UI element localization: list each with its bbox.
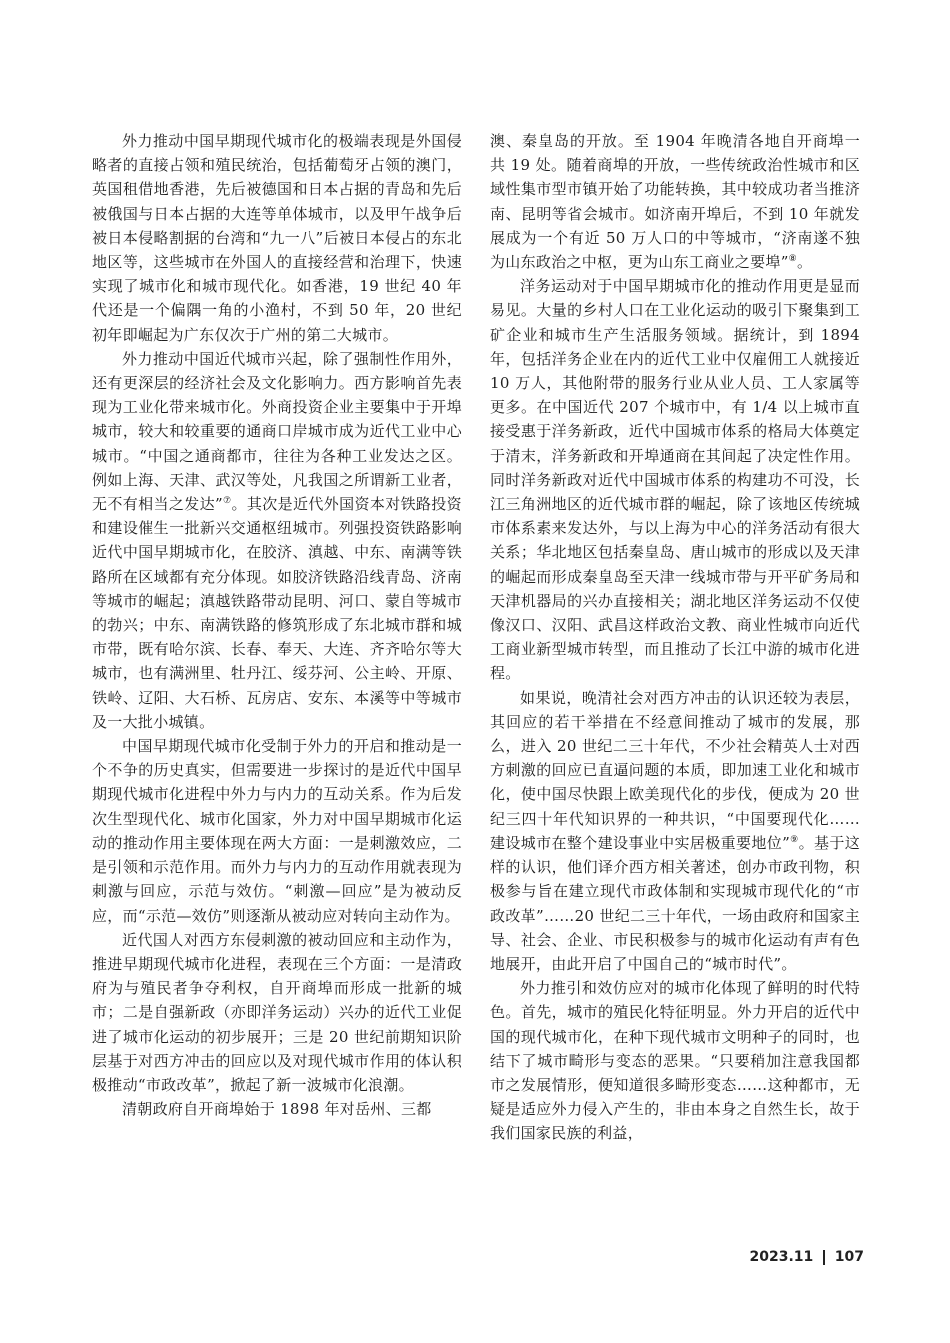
paragraph-text: 如果说，晚清社会对西方冲击的认识还较为表层，其回应的若干举措在不经意间推动了城市的发展，那么，进入 20 世纪二三十年代，不少社会精英人士对西方刺激的回应已直逼问题的本质，即加速工业化和城市化，使中国尽快跟上欧美现代化的步伐，便成为 20 世纪三四十年代知识界的一种共识，“中国要现代化……建设城市在整个建设事业中实居极重要地位” — [490, 688, 860, 852]
footer-divider — [823, 1250, 825, 1265]
footnote-ref: ⑦ — [222, 496, 232, 507]
issue-date: 2023.11 — [749, 1249, 814, 1265]
paragraph — [490, 686, 860, 976]
paragraph: 中国早期现代城市化受制于外力的开启和推动是一个不争的历史真实，但需要进一步探讨的是近代中国早期现代城市化进程中外力与内力的互动关系。作为后发次生型现代化、城市化国家，外力对中国早期城市化运动的推动作用主要体现在两大方面：一是刺激效应，二是引领和示范作用。而外力与内力的互动作用就表现为刺激与回应，示范与效仿。“刺激—回应”是为被动反应，而“示范—效仿”则逐渐从被动应对转向主动作为。 — [92, 737, 462, 925]
footnote-ref: ⑨ — [790, 834, 799, 845]
paragraph: 近代国人对西方东侵刺激的被动回应和主动作为，推进早期现代城市化进程，表现在三个方面：一是清政府为与殖民者争夺利权，自开商埠而形成一批新的城市；二是自强新政（亦即洋务运动）兴办的近代工业促进了城市化运动的初步展开；三是 20 世纪前期知识阶层基于对西方冲击的回应以及对现代城市作用的体认积极推动“市政改革”，掀起了新一波城市化浪潮。 — [92, 930, 462, 1094]
paragraph-text-tail: 。基于这样的认识，他们译介西方相关著述，创办市政刊物，积极参与旨在建立现代市政体制和实现城市现代化的“市政改革”……20 世纪二三十年代，一场由政府和国家主导、社会、企业、市民积极参与的城市化运动有声有色地展开，由此开启了中国自己的“城市时代”。 — [490, 833, 860, 973]
paragraph — [92, 347, 462, 734]
paragraph-text-tail: 。 — [797, 253, 813, 272]
paragraph — [490, 129, 860, 274]
page-number: 107 — [834, 1249, 864, 1265]
left-column — [92, 129, 462, 1121]
paragraph-text-tail: 。其次是近代外国资本对铁路投资和建设催生一批新兴交通枢纽城市。列强投资铁路影响近代中国早期城市化，在胶济、滇越、中东、南满等铁路所在区域都有充分体现。如胶济铁路沿线青岛、济南等城市的崛起；滇越铁路带动昆明、河口、蒙自等城市的勃兴；中东、南满铁路的修筑形成了东北城市群和城市带，既有哈尔滨、长春、奉天、大连、齐齐哈尔等大城市，也有满洲里、牡丹江、绥芬河、公主岭、开原、铁岭、辽阳、大石桥、瓦房店、安东、本溪等中等城市及一大批小城镇。 — [92, 495, 462, 731]
paragraph-text: 澳、秦皇岛的开放。至 1904 年晚清各地自开商埠一共 19 处。随着商埠的开放，一些传统政治性城市和区域性集市型市镇开始了功能转换，其中较成功者当推济南、昆明等省会城市。如济南开埠后，不到 10 年就发展成为一个有近 50 万人口的中等城市，“济南遂不独为山东政治之中枢，更为山东工商业之要埠” — [490, 132, 860, 272]
paragraph: 外力推引和效仿应对的城市化体现了鲜明的时代特色。首先，城市的殖民化特征明显。外力开启的近代中国的现代城市化，在种下现代城市文明种子的同时，也结下了城市畸形与变态的恶果。“只要稍加注意我国都市之发展情形，便知道很多畸形变态……这种都市，无疑是适应外力侵入产生的，非由本身之自然生长，故于我们国家民族的利益， — [490, 979, 860, 1143]
right-column — [490, 129, 860, 1146]
paragraph: 清朝政府自开商埠始于 1898 年对岳州、三都 — [122, 1100, 432, 1119]
paragraph-text: 外力推动中国近代城市兴起，除了强制性作用外，还有更深层的经济社会及文化影响力。西方影响首先表现为工业化带来城市化。外商投资企业主要集中于开埠城市，较大和较重要的通商口岸城市成为近代工业中心城市。“中国之通商都市，往往为各种工业发达之区。例如上海、天津、武汉等处，凡我国之所谓新工业者，无不有相当之发达” — [92, 349, 462, 514]
paragraph: 洋务运动对于中国早期城市化的推动作用更是显而易见。大量的乡村人口在工业化运动的吸引下聚集到工矿企业和城市生产生活服务领域。据统计，到 1894 年，包括洋务企业在内的近代工业中仅雇佣工人就接近 10 万人，其他附带的服务行业从业人员、工人家属等更多。在中国近代 207 个城市中，有 1/4 以上城市直接受惠于洋务新政，近代中国城市体系的格局大体奠定于清末，洋务新政和开埠通商在其间起了决定性作用。同时洋务新政对近代中国城市体系的构建功不可没，长江三角洲地区的近代城市群的崛起，除了该地区传统城市体系素来发达外，与以上海为中心的洋务活动有很大关系；华北地区包括秦皇岛、唐山城市的形成以及天津的崛起而形成秦皇岛至天津一线城市带与开平矿务局和天津机器局的兴办直接相关；湖北地区洋务运动不仅使像汉口、汉阳、武昌这样政治文教、商业性城市向近代工商业新型城市转型，而且推动了长江中游的城市化进程。 — [490, 277, 860, 683]
footnote-ref: ⑧ — [788, 254, 798, 265]
paragraph: 外力推动中国早期现代城市化的极端表现是外国侵略者的直接占领和殖民统治，包括葡萄牙占领的澳门，英国租借地香港，先后被德国和日本占据的青岛和先后被俄国与日本占据的大连等单体城市，以及甲午战争后被日本侵略割据的台湾和“九一八”后被日本侵占的东北地区等，这些城市在外国人的直接经营和治理下，快速实现了城市化和城市现代化。如香港，19 世纪 40 年代还是一个偏隅一角的小渔村，不到 50 年，20 世纪初年即崛起为广东仅次于广州的第二大城市。 — [92, 132, 462, 344]
page-footer — [750, 1249, 865, 1265]
